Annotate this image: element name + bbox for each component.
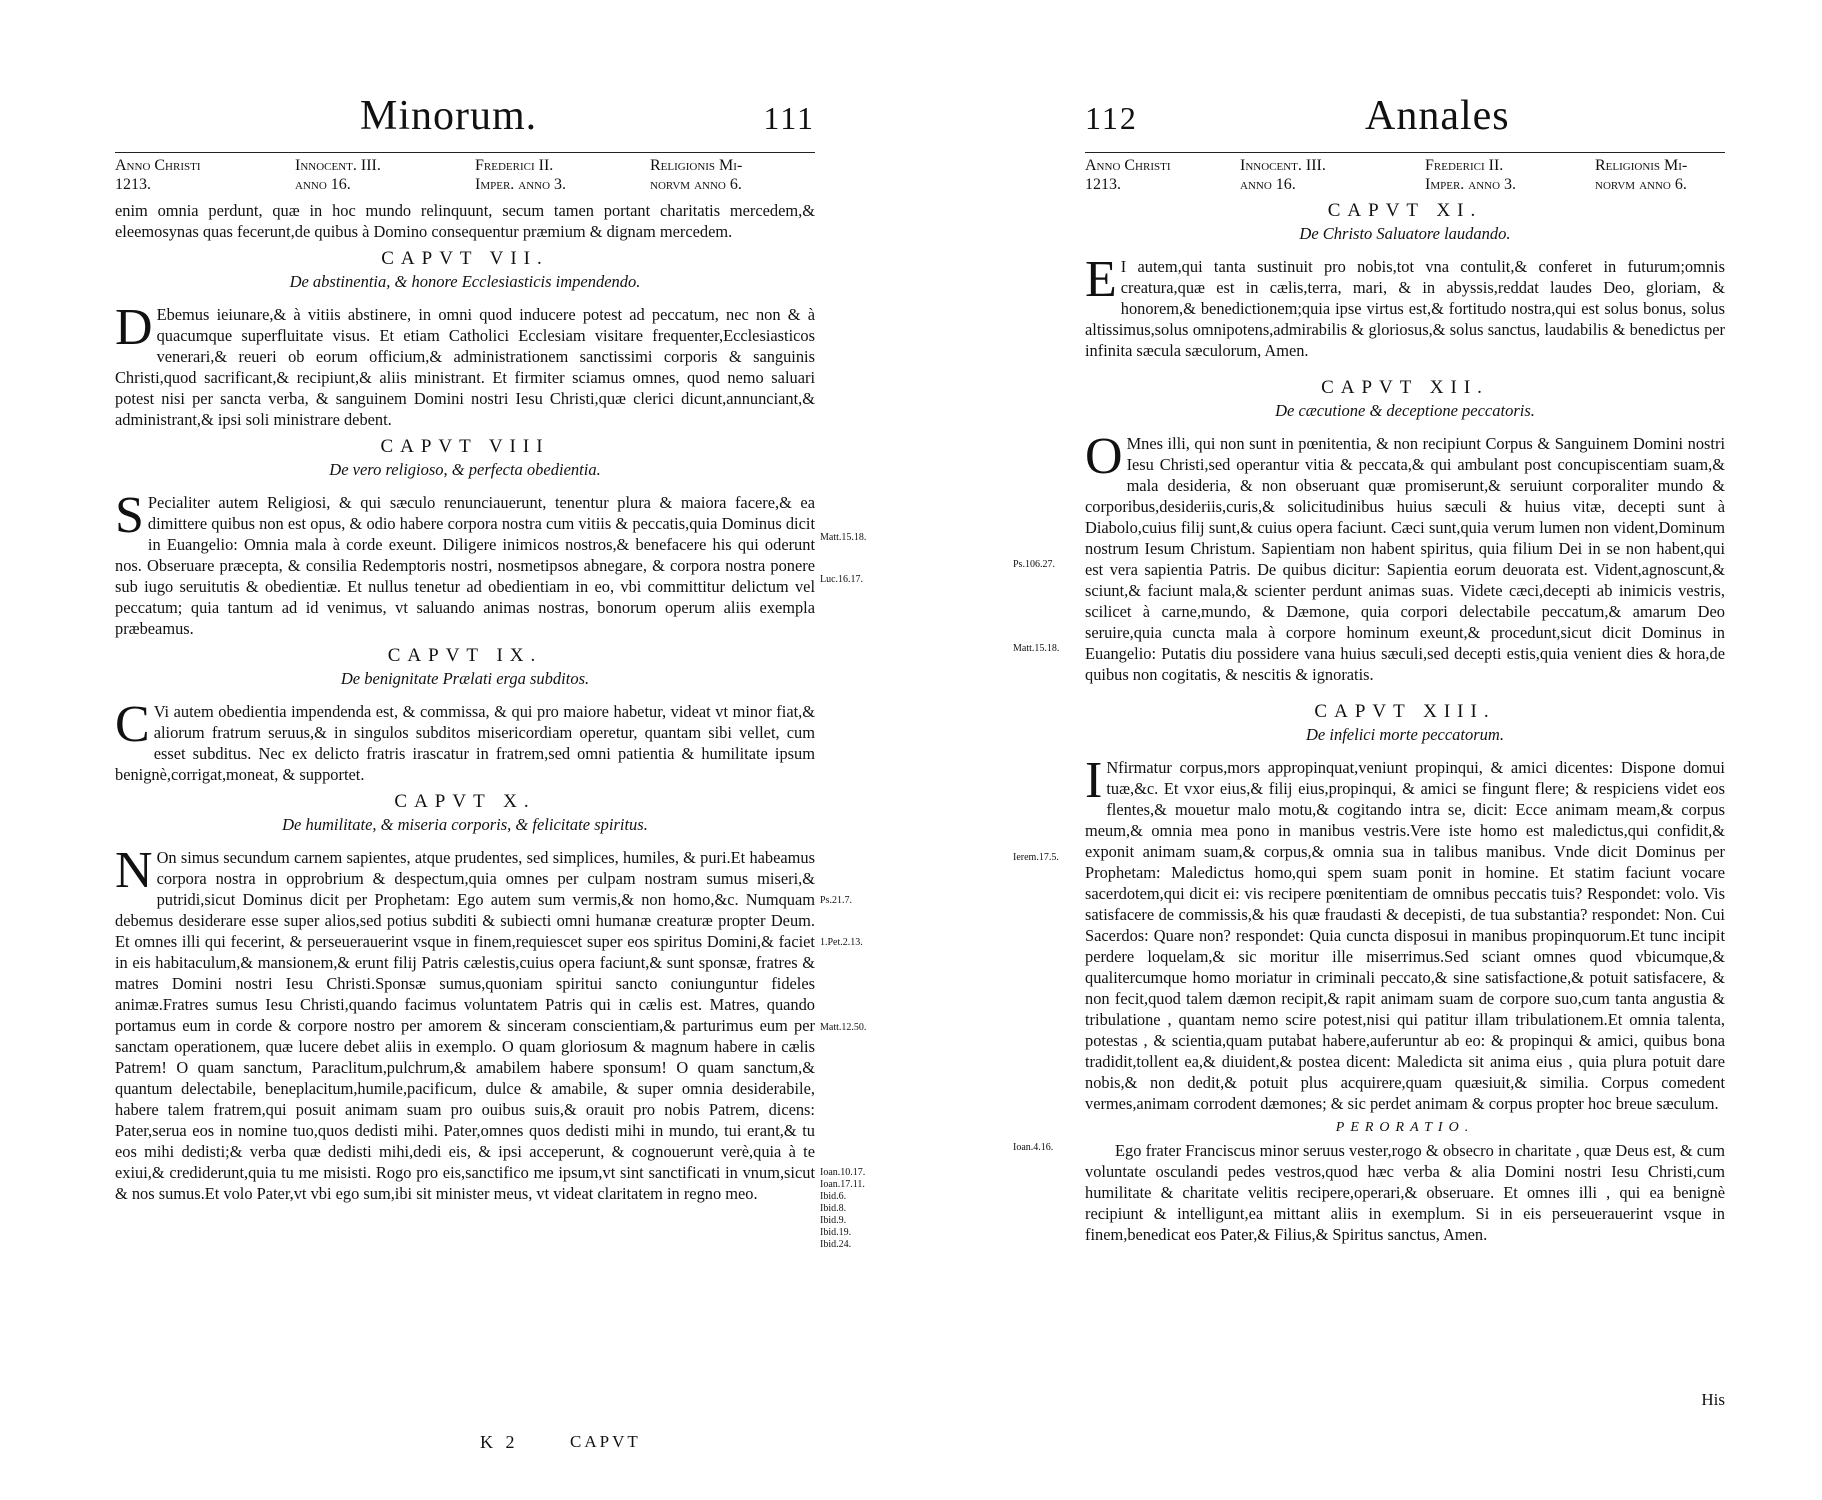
- running-title: Annales: [1365, 93, 1510, 139]
- drop-cap: C: [115, 696, 150, 753]
- spacer: [1085, 685, 1725, 695]
- chapter-title: CAPVT VII.: [381, 248, 549, 269]
- chapter-8: [115, 436, 867, 639]
- chapter-body: [115, 299, 815, 430]
- chapter-body: [1013, 428, 1725, 685]
- chapter-text: Ebemus ieiunare,& à vitiis abstinere, in omni quod inducere potest ad peccatum, nec non & à quacumque superfluitate visus. Et etiam Catholici Ecclesiam visitare frequenter,Ecclesiasticos venerari,& reueri ob eorum officium,& administrationem sanctissimi corporis & sanguinis Christi,quod sacrificant,& recipiunt,& aliis ministrant. Et firmiter sciamus omnes, quod nemo saluari potest nisi per sancta verba, & sanguinem Domini nostri Iesu Christi,quæ clerici dicunt,annunciant,& administrant,& ipsi soli ministrare debent.: [115, 305, 815, 429]
- drop-cap: N: [115, 842, 153, 899]
- chapter-title: CAPVT XIII.: [1314, 701, 1496, 722]
- drop-cap: O: [1085, 428, 1123, 485]
- margin-note: Matt.12.50.: [820, 1022, 867, 1033]
- left-page: [115, 0, 867, 1500]
- chronology-header: [1085, 152, 1725, 194]
- chapter-body: [115, 842, 867, 1250]
- drop-cap: E: [1085, 251, 1117, 308]
- chapter-title: CAPVT XII.: [1321, 377, 1489, 398]
- margin-note: Ioan.10.17. Ioan.17.11. Ibid.6. Ibid.8. Ibid.9. Ibid.19. Ibid.24.: [820, 1167, 866, 1250]
- margin-note: Matt.15.18.: [1013, 643, 1060, 654]
- peroratio: [1013, 1120, 1725, 1245]
- margin-note: 1.Pet.2.13.: [820, 937, 863, 948]
- drop-cap: S: [115, 487, 144, 544]
- margin-note: Ioan.4.16.: [1013, 1142, 1054, 1153]
- header-cell-anno: Anno Christi 1213.: [115, 157, 201, 193]
- peroratio-text: Ego frater Franciscus minor seruus vester,rogo & obsecro in charitate , quæ Deus est, & cum voluntate osculandi pedes vestros,quod hæc verba & alia Domini nostri Iesu Christi,cum humilitate & charitate velitis recipere,operari,& obseruare. Et omnes illi , qui ea benignè recipiunt & intelligunt,ea mittant aliis in exemplum. Si in eis perseuerauerint vsque in finem,benedicat eos Pater,& Filius,& Spiritus sanctus, Amen.: [1085, 1141, 1725, 1244]
- chapter-13: [1013, 701, 1725, 1114]
- chapter-7: [115, 248, 815, 430]
- running-head: [1085, 92, 1725, 152]
- chapter-title: CAPVT IX.: [387, 645, 543, 666]
- chapter-text: Mnes illi, qui non sunt in pœnitentia, & non recipiunt Corpus & Sanguinem Domini nostri Iesu Christi,sed operantur vitia & peccata,& qui ambulant post concupiscentiam suam,& mala desideria, & non obseruant quæ promiserunt,& seruiunt corporaliter mundo & corporibus,desideriis,curis,& solicitudinibus huius sæculi & huius vitæ, decepti sunt à Diabolo,cuius filij sunt,& cuius opera faciunt. Cæci sunt,quia verum lumen non vident,Dominum nostrum Iesum Christum. Sapientiam non habent spiritus, quia filium Dei in se non habent,qui est vera sapientia Patris. De quibus dicitur: Sapientia eorum deuorata est. Vident,agnoscunt,& sciunt,& faciunt mala,& scienter perdunt animas suas. Videte cæci,decepti ab inimicis vestris, scilicet à carne,mundo, & Dæmone, quia corpori delectabile peccatum,& amarum Deo seruire,quia cuncta mala à corpore hominum exeunt,& procedunt,sicut dicit Dominus in Euangelio: Putatis diu possidere vana huius sæculi,sed decepti estis,quia venient dies & hora,de quibus non cogitatis, & nescitis & ignoratis.: [1085, 434, 1725, 684]
- spacer: [1085, 361, 1725, 371]
- chapter-text: Pecialiter autem Religiosi, & qui sæculo renunciauerunt, tenentur plura & maiora facere,& ea dimittere quibus non est opus, & odio habere corpora nostra cum vitiis & peccatis,quia Dominus dicit in Euangelio: Omnia mala à corde exeunt. Diligere inimicos nostros,& benefacere his qui oderunt nos. Obseruare præcepta, & consilia Redemptoris nostri, nosmetipsos abnegare, & corpora nostra ponere sub iugo seruitutis & obedientiæ. Et nullus tenetur ad obedientiam in eo, vbi committitur delictum vel peccatum; quia tantum ad id venimus, vt saluando animas nostras, bonorum operum aliis exempla præbeamus.: [115, 493, 815, 638]
- chronology-header: [115, 152, 815, 194]
- chapter-text: Vi autem obedientia impendenda est, & commissa, & qui pro maiore habetur, videat vt minor fiat,& aliorum fratrum seruus,& in singulos subditos misericordiam operetur, quantam sibi vellet, cum esset subditus. Nec ex delicto fratris irascatur in fratrem,sed omni patientia & humilitate ipsum benignè,corrigat,moneat, & supportet.: [115, 702, 815, 784]
- chapter-subtitle: De abstinentia, & honore Ecclesiasticis impendendo.: [289, 272, 641, 291]
- chapter-subtitle: De humilitate, & miseria corporis, & felicitate spiritus.: [282, 815, 648, 834]
- running-head: [115, 92, 815, 152]
- chapter-subtitle: De Christo Saluatore laudando.: [1299, 224, 1511, 243]
- chapter-title: CAPVT XI.: [1327, 200, 1483, 221]
- chapter-12: [1013, 377, 1725, 685]
- margin-note: Ps.21.7.: [820, 895, 852, 906]
- signature-mark: K 2: [480, 1432, 519, 1452]
- chapter-text: On simus secundum carnem sapientes, atque prudentes, sed simplices, humiles, & puri.Et habeamus corpora nostra in opprobrium & despectum,quia omnes per culpam nostram sumus miseri,& putridi,sicut Dominus dicit per Prophetam: Ego autem sum vermis,& non homo,&c. Numquam debemus desiderare esse super alios,sed potius subditi & subiecti omni humanæ creaturæ propter Deum. Et omnes illi qui fecerint, & perseuerauerint vsque in finem,requiescet super eos spiritus Domini,& faciet in eis habitaculum,& mansionem,& erunt filij Patris cælestis,cuius opera faciunt,& sunt sponsæ, fratres & matres Domini nostri Iesu Christi.Sponsæ sumus,quoniam spiritui sancto coniunguntur fideles animæ.Fratres sumus Iesu Christi,quando facimus voluntatem Patris qui in cælis est. Matres, quando portamus eum in corde & corpore nostro per amorem & sinceram conscientiam,& parturimus eum per sanctam operationem, quæ lucere debet aliis in exemplo. O quam gloriosum & magnum habere in cælis Patrem! O quam sanctum, Paraclitum,pulchrum,& amabilem habere sponsum! O quam sanctum,& quantum delectabile, beneplacitum,humile,pacificum, dulce & amabile, & super omnia desiderabile, habere talem fratrem,qui posuit animam suam pro ouibus suis,& orauit pro nobis Patrem, dicens: Pater,serua eos in nomine tuo,quos dedisti mihi. Pater,omnes quos dedisti mihi in mundo, tui erant,& tu eos mihi dedisti;& verba quæ dedisti mihi,dedi eis, & ipsi acceperunt, & cognouerunt verè,quia à te exiui,& crediderunt,quia tu me misisti. Rogo pro eis,sanctifico me ipsum,vt sint sanctificati in vnum,sicut & nos sumus.Et volo Pater,vt vbi ego sum,ibi sit minister meus, vt videat claritatem in regno meo.: [115, 848, 815, 1203]
- chapter-9: [115, 645, 815, 785]
- header-cell-frederici: Frederici II. Imper. anno 3.: [475, 157, 567, 193]
- drop-cap: I: [1085, 752, 1103, 809]
- chapter-subtitle: De cæcutione & deceptione peccatoris.: [1275, 401, 1535, 420]
- header-cell-religionis: Religionis Mi- norvm anno 6.: [650, 157, 743, 193]
- chapter-subtitle: De benignitate Prælati erga subditos.: [340, 669, 590, 688]
- margin-note: Matt.15.18.: [820, 532, 867, 543]
- header-cell-anno: Anno Christi 1213.: [1085, 157, 1171, 193]
- chapter-10: [115, 791, 867, 1250]
- header-cell-innocent: Innocent. III. anno 16.: [1240, 157, 1326, 193]
- chapter-subtitle: De infelici morte peccatorum.: [1306, 725, 1504, 744]
- chapter-subtitle: De vero religioso, & perfecta obedientia.: [329, 460, 601, 479]
- page-number: 111: [763, 100, 815, 136]
- margin-note: Ierem.17.5.: [1013, 852, 1059, 863]
- header-cell-innocent: Innocent. III. anno 16.: [295, 157, 381, 193]
- margin-note: Luc.16.17.: [820, 574, 864, 585]
- chapter-body: [1013, 752, 1725, 1114]
- peroratio-body: [1013, 1140, 1725, 1245]
- chapter-body: [115, 487, 867, 639]
- drop-cap: D: [115, 299, 153, 356]
- chapter-11: [1085, 200, 1725, 361]
- margin-note: Ps.106.27.: [1013, 559, 1055, 570]
- chapter-body: [1085, 251, 1725, 361]
- catchword: His: [1701, 1390, 1725, 1409]
- chapter-title: CAPVT X.: [394, 791, 536, 812]
- running-title: Minorum.: [360, 93, 538, 139]
- header-cell-religionis: Religionis Mi- norvm anno 6.: [1595, 157, 1688, 193]
- chapter-text: Nfirmatur corpus,mors appropinquat,veniunt propinqui, & amici dicentes: Dispone domui tuæ,&c. Et vxor eius,& filij eius,propinqui, & amici se fingunt flere; & respiciens videt eos flentes,& mouetur malo motu,& cogitando intra se, dicit: Ecce animam meam,& corpus meum,& omnia mea pono in manibus vestris.Vere iste homo est maledictus,qui confidit,& exponit animam suam,& corpus,& omnia sua in talibus manibus. Vnde dicit Dominus per Prophetam: Maledictus homo,qui spem suam ponit in homine. Et statim faciunt vocare sacerdotem,qui dicit ei: vis recipere pœnitentiam de omnibus peccatis tuis? Respondet: volo. Vis satisfacere de commissis,& his quæ fraudasti & decepisti, de tua substantia? respondet: Non. Cui Sacerdos: Quare non? respondet: Quia cuncta disposui in manibus propinquorum.Et tunc incipit perdere loquelam,& sic moritur ille miserrimus.Sed sciant omnes quod vbicumque,& qualitercumque homo moriatur in criminali peccato,& sine satisfactione,& potuit satisfacere, & non fecit,quod talem dæmon recipit,& rapit animam suam de corpore suo,cum tanta angustia & tribulatione , quantam nemo scire potest,nisi qui patitur illam tribulationem.Et omnia talenta, potestas , & scientia,quam putabat habere,auferuntur ab eo: & propinqui & amici, quibus bona tradidit,tollent ea,& diuident,& postea dicent: Maledicta sit anima eius , quia plura potuit dare nobis,& non dedit,& potuit plus acquirere,quam quæsiuit,& similia. Corpus comedent vermes,animam corrodent dæmones; & sic perdet animam & corpus propter hoc breue sæculum.: [1085, 758, 1725, 1113]
- chapter-text: I autem,qui tanta sustinuit pro nobis,tot vna contulit,& conferet in futurum;omnis creatura,quæ est in cælis,terra, mari, & in abyssis,reddat laudes Deo, gloriam, & honorem,& benedictionem;quia ipse virtus est,& fortitudo nostra,qui est solus bonus, solus altissimus,solus omnipotens,admirabilis & gloriosus,& solus sanctus, laudabilis & benedictus per infinita sæcula sæculorum, Amen.: [1085, 257, 1725, 360]
- header-cell-frederici: Frederici II. Imper. anno 3.: [1425, 157, 1517, 193]
- right-page: [1013, 0, 1725, 1500]
- chapter-title: CAPVT VIII: [380, 436, 550, 457]
- page-number: 112: [1085, 100, 1138, 136]
- peroratio-title: PERORATIO.: [1335, 1120, 1475, 1135]
- chapter-body: [115, 696, 815, 785]
- continuation-text: enim omnia perdunt, quæ in hoc mundo relinquunt, secum tamen portant charitatis mercedem,& eleemosynas quas fecerunt,de quibus à Domino consequentur præmium & dignam mercedem.: [115, 201, 815, 241]
- catchword: CAPVT: [570, 1432, 641, 1451]
